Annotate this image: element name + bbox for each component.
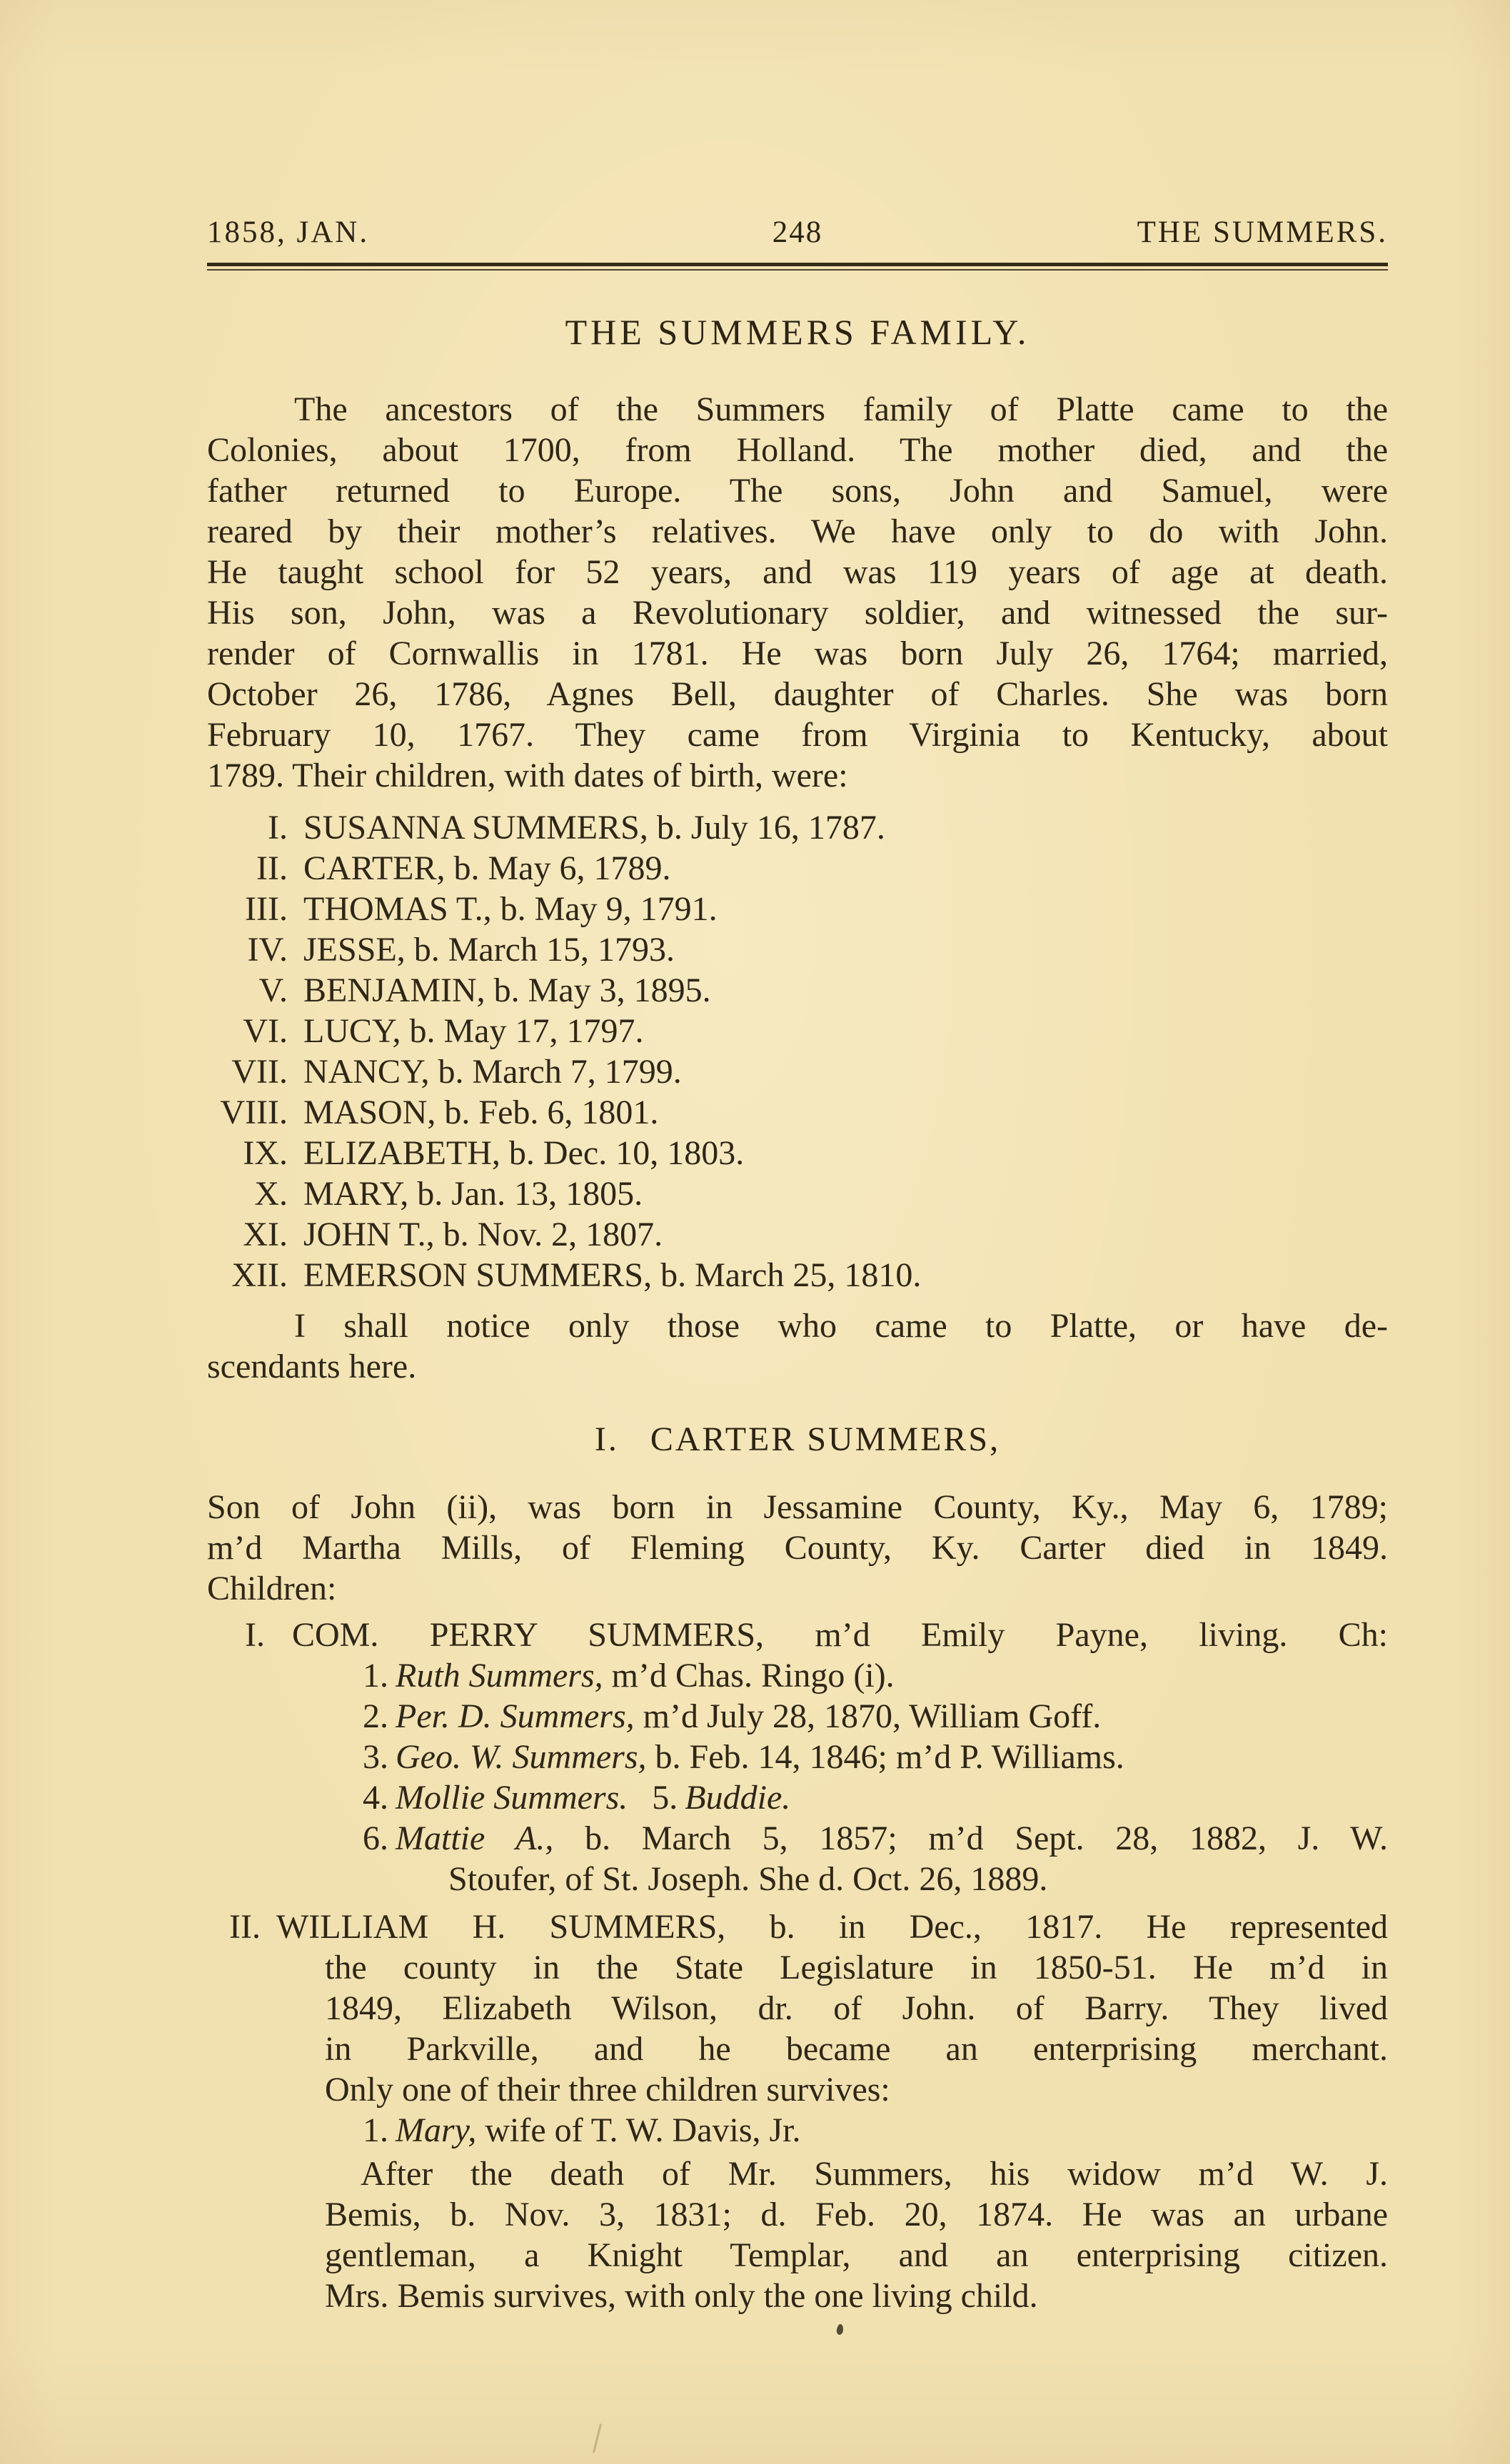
- william-child-number: 1.: [363, 2111, 388, 2149]
- child-entry-numeral: I.: [268, 809, 288, 847]
- perry-child-name: Per. D. Summers,: [396, 1697, 635, 1735]
- perry-child-number: 5.: [652, 1779, 678, 1817]
- william-entry-line: 1849, Elizabeth Wilson, dr. of John. of Barry. They lived: [325, 1989, 1388, 2027]
- notice-paragraph: [207, 1306, 1388, 1387]
- perry-child-name: Buddie.: [685, 1779, 791, 1817]
- intro-paragraph: [207, 389, 1388, 796]
- perry-child-entry: [207, 1655, 1388, 1696]
- william-child-entry: [207, 2110, 1388, 2151]
- intro-line: father returned to Europe. The sons, John and Samuel, were: [207, 472, 1388, 510]
- perry-child-detail: b. Feb. 14, 1846; m’d P. Williams.: [646, 1738, 1124, 1776]
- page-content: [207, 0, 1388, 2316]
- perry-child-name: Mattie A.,: [396, 1819, 554, 1857]
- child-entry-numeral: VIII.: [220, 1094, 288, 1131]
- perry-child-number: 3.: [363, 1738, 388, 1776]
- section-heading-numeral: I.: [594, 1420, 619, 1458]
- child-entry-text: CARTER, b. May 6, 1789.: [303, 849, 671, 887]
- intro-line: February 10, 1767. They came from Virginia to Kentucky, about: [207, 716, 1388, 754]
- child-entry: [207, 1173, 1388, 1214]
- bemis-paragraph-line: Bemis, b. Nov. 3, 1831; d. Feb. 20, 1874. He was an urbane: [325, 2196, 1388, 2233]
- perry-child-number: 1.: [363, 1657, 388, 1695]
- perry-child-entry: [207, 1818, 1388, 1859]
- child-entry-text: ELIZABETH, b. Dec. 10, 1803.: [303, 1134, 745, 1172]
- william-child-name: Mary,: [396, 2111, 477, 2149]
- child-entry-text: THOMAS T., b. May 9, 1791.: [303, 890, 718, 928]
- intro-line: Colonies, about 1700, from Holland. The mother died, and the: [207, 431, 1388, 469]
- child-entry: [207, 807, 1388, 848]
- perry-child-name: Ruth Summers,: [396, 1657, 603, 1695]
- perry-child-number: 6.: [363, 1819, 388, 1857]
- bemis-paragraph-line: gentleman, a Knight Templar, and an enterprising citizen.: [325, 2236, 1388, 2274]
- perry-child-number: 2.: [363, 1697, 388, 1735]
- child-entry: [207, 1255, 1388, 1296]
- child-entry-numeral: III.: [245, 890, 288, 928]
- william-entry-text: WILLIAM H. SUMMERS, b. in Dec., 1817. He represented: [276, 1908, 1388, 1946]
- child-entry: [207, 1133, 1388, 1173]
- child-entry-text: LUCY, b. May 17, 1797.: [303, 1012, 644, 1050]
- carter-paragraph-line: Children:: [207, 1570, 337, 1607]
- child-entry: [207, 1092, 1388, 1133]
- perry-child-detail: b. March 5, 1857; m’d Sept. 28, 1882, J. W.: [553, 1819, 1389, 1857]
- page-title: THE SUMMERS FAMILY.: [565, 312, 1030, 352]
- section-heading-name: CARTER SUMMERS,: [650, 1420, 1001, 1458]
- intro-line: render of Cornwallis in 1781. He was born July 26, 1764; married,: [207, 635, 1388, 672]
- child-entry-text: BENJAMIN, b. May 3, 1895.: [303, 971, 711, 1009]
- perry-child-number: 4.: [363, 1779, 388, 1817]
- running-head-family: THE SUMMERS.: [1137, 216, 1388, 249]
- perry-children-list: [207, 1655, 1388, 1899]
- bemis-paragraph: [207, 2154, 1388, 2316]
- carter-paragraph: [207, 1487, 1388, 1609]
- william-entry-line: Only one of their three children survives:: [325, 2071, 890, 2109]
- child-entry: [207, 1214, 1388, 1255]
- william-child-detail: wife of T. W. Davis, Jr.: [476, 2111, 801, 2149]
- perry-child-detail: m’d July 28, 1870, William Goff.: [634, 1697, 1102, 1735]
- paper-fiber-artifact: [593, 2423, 602, 2453]
- carter-paragraph-line: m’d Martha Mills, of Fleming County, Ky. Carter died in 1849.: [207, 1529, 1388, 1567]
- intro-line: October 26, 1786, Agnes Bell, daughter of Charles. She was born: [207, 675, 1388, 713]
- perry-entry: [207, 1615, 1388, 1655]
- child-entry-numeral: VII.: [231, 1053, 288, 1091]
- carter-section-heading: [207, 1420, 1388, 1460]
- child-entry-text: EMERSON SUMMERS, b. March 25, 1810.: [303, 1256, 922, 1294]
- child-entry-numeral: XII.: [231, 1256, 288, 1294]
- william-entry-line: in Parkville, and he became an enterprising merchant.: [325, 2030, 1388, 2068]
- notice-line: I shall notice only those who came to Platte, or have de-: [294, 1307, 1388, 1345]
- child-entry: [207, 970, 1388, 1011]
- perry-child-name: Mollie Summers.: [396, 1779, 628, 1817]
- child-entry: [207, 848, 1388, 889]
- child-entry-numeral: VI.: [243, 1012, 288, 1050]
- page-number: 248: [772, 216, 823, 249]
- notice-line: scendants here.: [207, 1348, 417, 1385]
- child-entry-numeral: X.: [254, 1175, 288, 1213]
- intro-line: The ancestors of the Summers family of Platte came to the: [294, 390, 1388, 428]
- child-entry: [207, 929, 1388, 970]
- perry-entry-numeral: I.: [245, 1616, 265, 1654]
- child-entry-numeral: XI.: [243, 1216, 288, 1253]
- running-head-date: 1858, JAN.: [207, 216, 370, 249]
- perry-child-detail: m’d Chas. Ringo (i).: [603, 1657, 895, 1695]
- header-divider-rule: [207, 263, 1388, 271]
- child-entry-numeral: II.: [256, 849, 288, 887]
- perry-child-name: Geo. W. Summers,: [396, 1738, 647, 1776]
- william-entry-numeral: II.: [229, 1908, 261, 1946]
- child-entry: [207, 1051, 1388, 1092]
- perry-child-entry: [207, 1696, 1388, 1737]
- perry-child-entry: [207, 1777, 1388, 1818]
- child-entry-text: JOHN T., b. Nov. 2, 1807.: [303, 1216, 663, 1253]
- child-entry-numeral: IV.: [247, 931, 288, 969]
- children-of-john-list: [207, 807, 1388, 1296]
- william-entry-line: the county in the State Legislature in 1850-51. He m’d in: [325, 1949, 1388, 1986]
- child-entry-text: NANCY, b. March 7, 1799.: [303, 1053, 682, 1091]
- child-entry-numeral: IX.: [243, 1134, 288, 1172]
- bemis-paragraph-line: After the death of Mr. Summers, his widow m’d W. J.: [361, 2155, 1388, 2193]
- perry-entry-text: COM. PERRY SUMMERS, m’d Emily Payne, living. Ch:: [292, 1616, 1388, 1654]
- ink-speck-artifact: [836, 2323, 844, 2335]
- perry-child-continuation: Stoufer, of St. Joseph. She d. Oct. 26, 1889.: [448, 1860, 1048, 1898]
- child-entry: [207, 889, 1388, 929]
- intro-line: He taught school for 52 years, and was 119 years of age at death.: [207, 553, 1388, 591]
- carter-paragraph-line: Son of John (ii), was born in Jessamine County, Ky., May 6, 1789;: [207, 1488, 1388, 1526]
- william-entry: [207, 1907, 1388, 2110]
- child-entry-numeral: V.: [258, 971, 288, 1009]
- child-entry: [207, 1011, 1388, 1051]
- perry-child-entry: [207, 1737, 1388, 1777]
- intro-line: 1789. Their children, with dates of birth, were:: [207, 757, 848, 794]
- child-entry-text: SUSANNA SUMMERS, b. July 16, 1787.: [303, 809, 885, 847]
- intro-line: His son, John, was a Revolutionary soldier, and witnessed the sur-: [207, 594, 1388, 632]
- child-entry-text: JESSE, b. March 15, 1793.: [303, 931, 675, 969]
- running-head: [207, 216, 1388, 250]
- bemis-paragraph-line: Mrs. Bemis survives, with only the one living child.: [325, 2277, 1038, 2315]
- child-entry-text: MASON, b. Feb. 6, 1801.: [303, 1094, 659, 1131]
- child-entry-text: MARY, b. Jan. 13, 1805.: [303, 1175, 643, 1213]
- william-entry-line: [207, 1907, 1388, 1947]
- intro-line: reared by their mother’s relatives. We have only to do with John.: [207, 513, 1388, 550]
